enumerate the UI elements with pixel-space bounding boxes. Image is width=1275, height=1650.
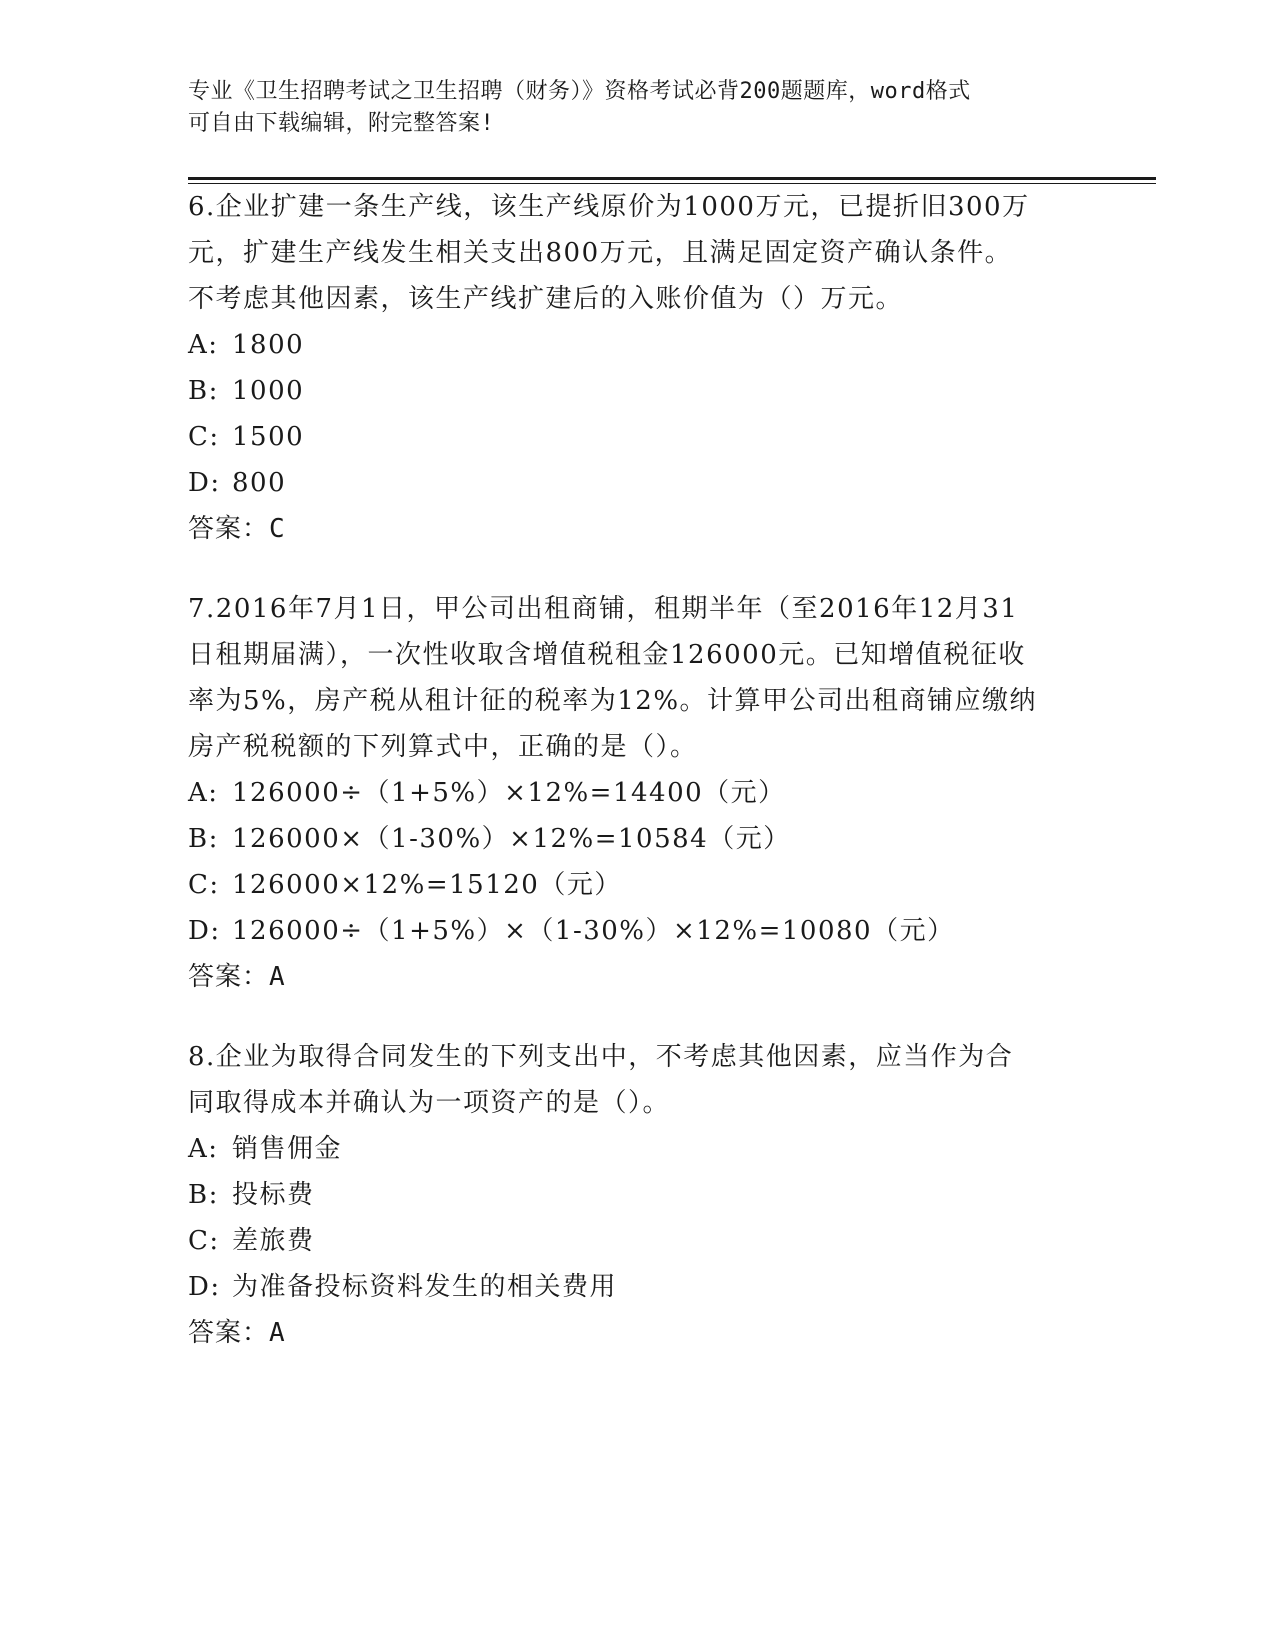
- option-b: [188, 816, 1088, 862]
- option-key: C:: [188, 422, 220, 452]
- option-key: A:: [188, 330, 219, 360]
- option-text: 126000×（1-30%）×12%=10584（元）: [232, 824, 791, 854]
- answer-label: 答案：: [188, 1318, 270, 1348]
- header-line-1: 专业《卫生招聘考试之卫生招聘（财务）》资格考试必背200题题库，word格式: [188, 79, 971, 104]
- option-text: 差旅费: [232, 1226, 315, 1256]
- question-7: [188, 586, 1088, 1000]
- option-key: A:: [188, 778, 219, 808]
- option-c: [188, 1218, 1088, 1264]
- option-b: [188, 1172, 1088, 1218]
- header-divider-thick: [188, 177, 1156, 180]
- answer-value: A: [269, 962, 286, 992]
- option-text: 126000÷（1+5%）×（1-30%）×12%=10080（元）: [232, 916, 955, 946]
- answer-line: [188, 506, 1088, 552]
- option-a: [188, 1126, 1088, 1172]
- answer-line: [188, 1310, 1088, 1356]
- answer-value: A: [269, 1318, 286, 1348]
- question-stem: [188, 586, 1088, 770]
- answer-label: 答案：: [188, 514, 270, 544]
- option-text: 1800: [232, 330, 305, 360]
- option-text: 126000÷（1+5%）×12%=14400（元）: [232, 778, 786, 808]
- option-text: 为准备投标资料发生的相关费用: [232, 1272, 618, 1302]
- option-a: [188, 770, 1088, 816]
- stem-line: 日租期届满），一次性收取含增值税租金126000元。已知增值税征收: [188, 640, 1026, 670]
- option-key: D:: [188, 468, 221, 498]
- option-c: [188, 862, 1088, 908]
- stem-line: 元，扩建生产线发生相关支出800万元，且满足固定资产确认条件。: [188, 238, 1013, 268]
- stem-line: 房产税税额的下列算式中，正确的是（）。: [188, 732, 698, 762]
- option-key: D:: [188, 916, 221, 946]
- option-text: 126000×12%=15120（元）: [232, 870, 622, 900]
- stem-line: 6.企业扩建一条生产线，该生产线原价为1000万元，已提折旧300万: [188, 192, 1030, 222]
- option-key: C:: [188, 1226, 220, 1256]
- option-key: D:: [188, 1272, 221, 1302]
- question-stem: [188, 184, 1088, 322]
- option-c: [188, 414, 1088, 460]
- stem-line: 不考虑其他因素，该生产线扩建后的入账价值为（）万元。: [188, 284, 904, 314]
- question-6: [188, 184, 1088, 552]
- option-key: A:: [188, 1134, 219, 1164]
- option-text: 1500: [232, 422, 305, 452]
- stem-line: 7.2016年7月1日，甲公司出租商铺，租期半年（至2016年12月31: [188, 594, 1019, 624]
- option-text: 销售佣金: [232, 1134, 343, 1164]
- option-text: 800: [232, 468, 287, 498]
- option-key: C:: [188, 870, 220, 900]
- option-d: [188, 1264, 1088, 1310]
- option-text: 1000: [232, 376, 305, 406]
- answer-label: 答案：: [188, 962, 270, 992]
- option-text: 投标费: [232, 1180, 315, 1210]
- stem-line: 8.企业为取得合同发生的下列支出中，不考虑其他因素，应当作为合: [188, 1042, 1014, 1072]
- option-a: [188, 322, 1088, 368]
- stem-line: 率为5%，房产税从租计征的税率为12%。计算甲公司出租商铺应缴纳: [188, 686, 1038, 716]
- option-key: B:: [188, 1180, 219, 1210]
- question-stem: [188, 1034, 1088, 1126]
- answer-value: C: [269, 514, 286, 544]
- header-line-2: 可自由下载编辑，附完整答案!: [188, 111, 495, 136]
- question-8: [188, 1034, 1088, 1356]
- option-key: B:: [188, 824, 219, 854]
- option-d: [188, 460, 1088, 506]
- option-key: B:: [188, 376, 219, 406]
- option-d: [188, 908, 1088, 954]
- document-header: [188, 76, 1088, 140]
- stem-line: 同取得成本并确认为一项资产的是（）。: [188, 1088, 671, 1118]
- answer-line: [188, 954, 1088, 1000]
- option-b: [188, 368, 1088, 414]
